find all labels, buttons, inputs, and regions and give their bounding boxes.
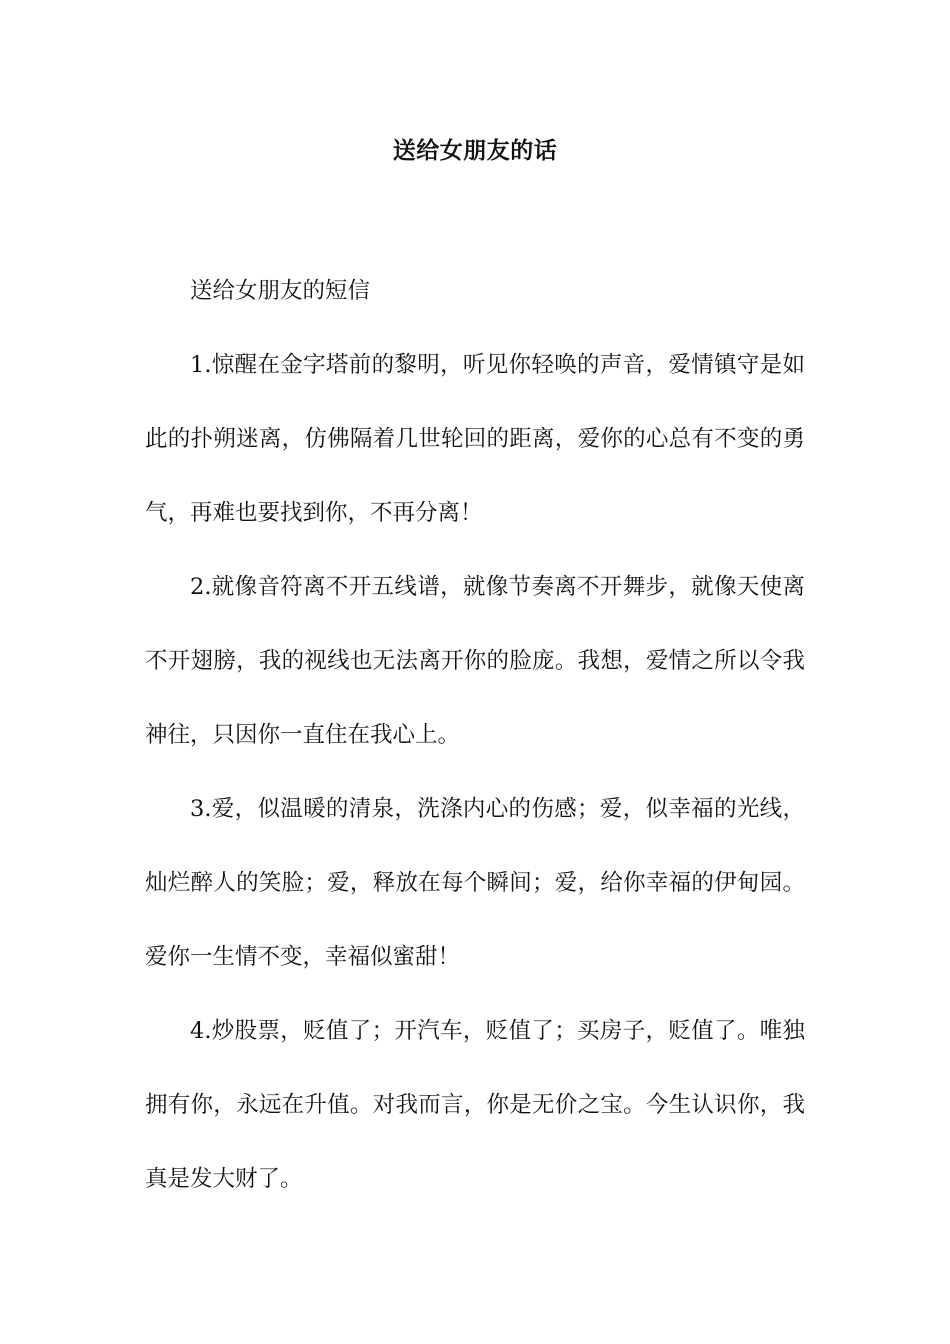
paragraph-4: 4.炒股票，贬值了；开汽车，贬值了；买房子，贬值了。唯独拥有你，永远在升值。对我而言，你是无价之宝。今生认识你，我真是发大财了。 [145, 1018, 805, 1192]
subtitle-paragraph: 送给女朋友的短信 [190, 278, 371, 304]
document-title: 送给女朋友的话 [392, 137, 558, 164]
paragraph-1: 1.惊醒在金字塔前的黎明，听见你轻唤的声音，爱情镇守是如此的扑朔迷离，仿佛隔着几世轮回的距离，爱你的心总有不变的勇气，再难也要找到你，不再分离！ [145, 352, 805, 526]
paragraph-2: 2.就像音符离不开五线谱，就像节奏离不开舞步，就像天使离不开翅膀，我的视线也无法离开你的脸庞。我想，爱情之所以令我神往，只因你一直住在我心上。 [145, 574, 805, 748]
paragraph-3: 3.爱，似温暖的清泉，洗涤内心的伤感；爱，似幸福的光线，灿烂醉人的笑脸；爱，释放在每个瞬间；爱，给你幸福的伊甸园。爱你一生情不变，幸福似蜜甜！ [145, 796, 805, 970]
document-body [145, 254, 805, 1216]
